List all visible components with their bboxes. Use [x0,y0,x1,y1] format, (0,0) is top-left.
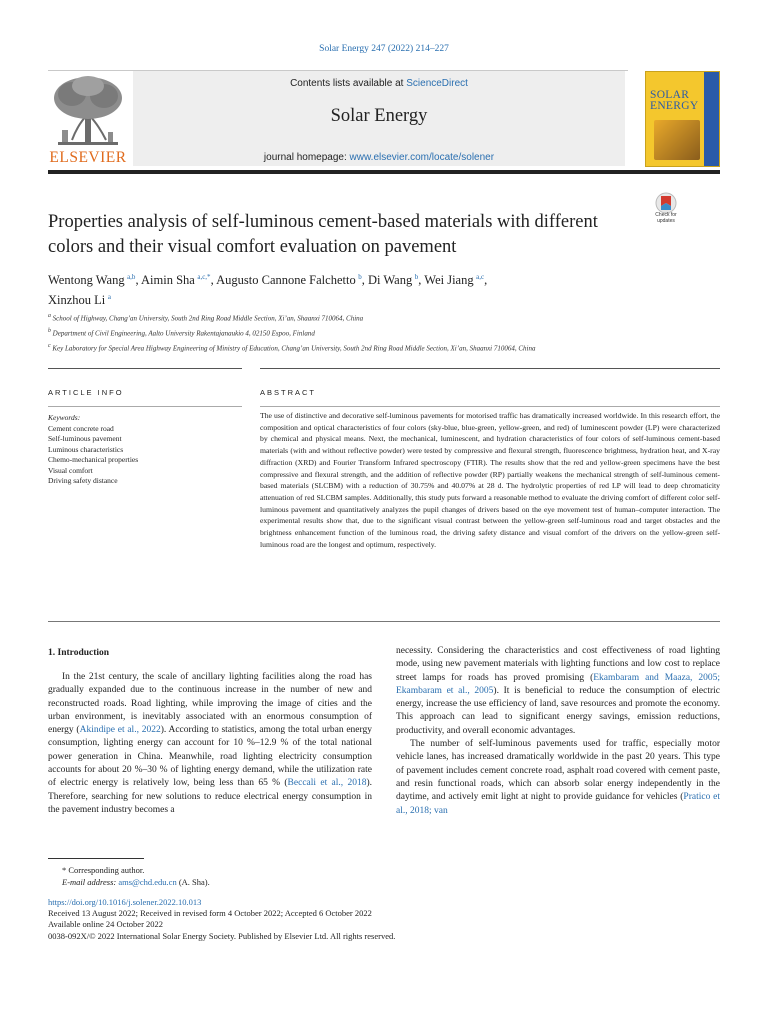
affiliation-mark: c [48,342,51,349]
email-link[interactable]: ams@chd.edu.cn [118,877,177,887]
citation-link[interactable]: Beccali et al., 2018 [287,778,367,789]
article-info-top-rule [48,368,242,369]
keywords-label: Keywords: [48,413,81,422]
publication-info [48,897,608,942]
copyright-line: 0038-092X/© 2022 International Solar Energy Society. Published by Elsevier Ltd. All rights reserved. [48,930,396,941]
keyword: Chemo-mechanical properties [48,455,139,464]
available-online: Available online 24 October 2022 [48,919,164,930]
crossmark-icon [648,192,684,214]
crossmark-line2: updates [657,218,675,224]
keyword: Visual comfort [48,465,93,475]
affiliation-text: Department of Civil Engineering, Aalto University Rakentajanaukio 4, 02150 Espoo, Finland [52,329,315,338]
paragraph-text: ). Therefore, searching for new solutions to reduce electrical energy consumption in the pavement industry becomes a [48,778,372,815]
author-affiliation-mark[interactable]: a [107,293,111,302]
article-title: Properties analysis of self-luminous cement-based materials with different colors and their visual comfort evaluation on pavement [48,212,598,257]
author-affiliation-mark[interactable]: b [358,273,362,281]
abstract-text: The use of distinctive and decorative self-luminous pavements for motorised traffic has dramatically increased worldwide. In this research effort, the composition and optical characteristics of four colors (sky-blue, blue-green, yellow-green, and red) of luminescent powder (LP) were characterized by chemical and physical means. Next, the mechanical, luminescent, and hydration characteristics of four colors of self-luminous cement-based materials (with and without reflective powder) were tested by compressive and flexural strength, fluorescence brightness, hydration heat, and X-ray diffraction (XRD) and Fourier Transform Infrared spectroscopy (FTIR). The results show that the red and yellow-green specimens have the best compressive and flexural strength, and the addition of reflective powder (RP) partially weakens the mechanical strength of self-luminous cement-based materials (SLCBM) with a reduction of 30.75% and 40.07% at 28 d. The hydrolytic properties of red LP will lead to deep chromaticity attenuation of red SLCBM samples. Additionally, this study puts forward a reasonable method to evaluate the driving comfort of different color self-luminous pavement and quantitatively analyzes the pupil changes of drivers based on the eye movement test of human–computer interaction. The experimental results show that, due to the significant visual contrast between the yellow-green self-luminous road and target obstacles and the brightness enhancement function of the luminous road, the driving safety distance and visual comfort of the drivers on the yellow-green self-luminous road are the longest and optimum, respectively. [260,411,720,549]
author-name[interactable]: Xinzhou Li [48,293,106,308]
affiliations-block [48,311,638,355]
author-name[interactable]: Augusto Cannone Falchetto [216,273,356,288]
journal-title: Solar Energy [330,106,428,126]
affiliation [48,341,638,354]
tree-icon [48,74,128,148]
paragraph [396,645,720,738]
affiliation [48,311,638,324]
elsevier-wordmark: ELSEVIER [49,149,127,166]
author-affiliation-mark[interactable]: b [414,273,419,281]
footnotes [48,864,548,888]
email-suffix: (A. Sha). [176,877,210,887]
cover-image [654,120,700,160]
author-name[interactable]: Wei Jiang [424,273,474,288]
sciencedirect-link[interactable]: ScienceDirect [406,78,468,89]
introduction-heading: 1. Introduction [48,648,110,658]
footnote-rule [48,858,144,859]
email-label: E-mail address: [62,877,119,887]
article-info-heading: ARTICLE INFO [48,388,124,397]
homepage-prefix: journal homepage: [263,152,350,163]
journal-citation[interactable]: Solar Energy 247 (2022) 214–227 [319,44,449,54]
paragraph-text: necessity. Considering the characteristics and cost effectiveness of road lighting mode, using new pavement materials with lighting functions and low cost to replace street lamps for roads has proved promising ( [396,646,720,683]
paragraph-text: In the 21st century, the scale of ancillary lighting facilities along the road has gradually expanded due to the continuous increase in the number of new and reconstructed roads. Road lighting, while improving the image of cities and the urban environment, is inevitably associated with an enormous consumption of energy ( [48,672,372,736]
cover-title [650,90,698,112]
keyword: Luminous characteristics [48,444,124,454]
affiliation-text: School of Highway, Chang’an University, South 2nd Ring Road Middle Section, Xi’an, Shaanxi 710064, China [52,314,364,323]
author-affiliation-mark[interactable]: a,c [476,273,485,281]
abstract-top-rule [260,368,720,369]
affiliation-mark: a [48,313,51,319]
journal-cover-thumbnail[interactable] [645,71,720,167]
author-affiliation-mark[interactable]: a,b [127,273,136,281]
paragraph [396,738,720,818]
contents-available-line [133,78,625,89]
author-name[interactable]: Wentong Wang [48,273,125,288]
abstract-heading: ABSTRACT [260,388,317,397]
author-list: Wentong Wang $^{a,b}$, Aimin Sha $^{a,c,*}$, Augusto Cannone Falchetto $^b$, Di Wang $^b$, Wei Jiang $^{a,c}$, Xinzhou Li $^a$ [48,273,488,308]
paragraph-text: ). According to statistics, among the total urban energy consumption, lighting energy can account for 10 %–12.9 % of the total national power generation in China. Meanwhile, road lighting electricity consumption accounts for about 20 %–30 % of lighting energy demand, while the utilization rate of electric energy is relatively low, being less than 65 % ( [48,725,373,789]
body-left-column [48,671,372,817]
affiliation-text: Key Laboratory for Special Area Highway Engineering of Ministry of Education, Chang’an University, South 2nd Ring Road Middle Section, Xi’an, Shaanxi 710064, China [52,343,536,352]
affiliation-mark: b [48,327,51,334]
check-for-updates-label [648,212,684,224]
keywords-rule [48,406,242,407]
cover-title-line2: ENERGY [650,100,699,112]
journal-homepage-link[interactable]: www.elsevier.com/locate/solener [349,152,495,163]
affiliation [48,326,638,339]
abstract-bottom-rule [48,621,720,622]
journal-homepage-line [133,152,625,163]
contents-prefix: Contents lists available at [290,78,407,89]
cover-blue-stripe [704,72,720,167]
keyword: Self-luminous pavement [48,434,122,443]
cover-title-line1: SOLAR [650,89,690,101]
author-name[interactable]: Di Wang [367,273,413,288]
received-dates: Received 13 August 2022; Received in revised form 4 October 2022; Accepted 6 October 2022 [48,908,372,919]
keyword: Driving safety distance [48,476,118,485]
citation-link[interactable]: Ekambaram and Maaza, 2005; Ekambaram et al., 2005 [396,672,720,696]
abstract-rule [260,406,720,407]
body-right-column [396,645,720,818]
keyword: Cement concrete road [48,423,114,433]
citation-link[interactable]: Pratico et al., 2018; van [396,792,721,816]
doi-link[interactable]: https://doi.org/10.1016/j.solener.2022.10.013 [48,897,202,907]
citation-link[interactable]: Akindipe et al., 2022 [79,725,161,736]
paragraph [48,671,372,817]
paragraph-text: The number of self-luminous pavements used for traffic, especially motor vehicle lanes, has increased dramatically worldwide in the past 20 years. This type of pavement includes cement concrete road, asphalt road covered with cement paste, and resin functional roads, which can absorb solar energy independently in the daytime, and actively emit light at night to provide guidance for vehicles ( [396,739,720,803]
author-affiliation-mark[interactable]: a,c,* [197,273,211,281]
corresponding-author-note: * Corresponding author. [62,865,145,875]
email-note [48,876,548,888]
paragraph-text: ). It is beneficial to reduce the consumption of electric energy, increase the use efficiency of land, save resources and promote the economy. This approach can lead to significant energy savings, emission reductions, productivity, and overall economic advantages. [396,685,720,736]
crossmark-line1: Check for [655,212,677,218]
author-name[interactable]: Aimin Sha [141,273,195,288]
keywords-block [48,413,242,487]
masthead-bottom-rule [48,170,720,174]
